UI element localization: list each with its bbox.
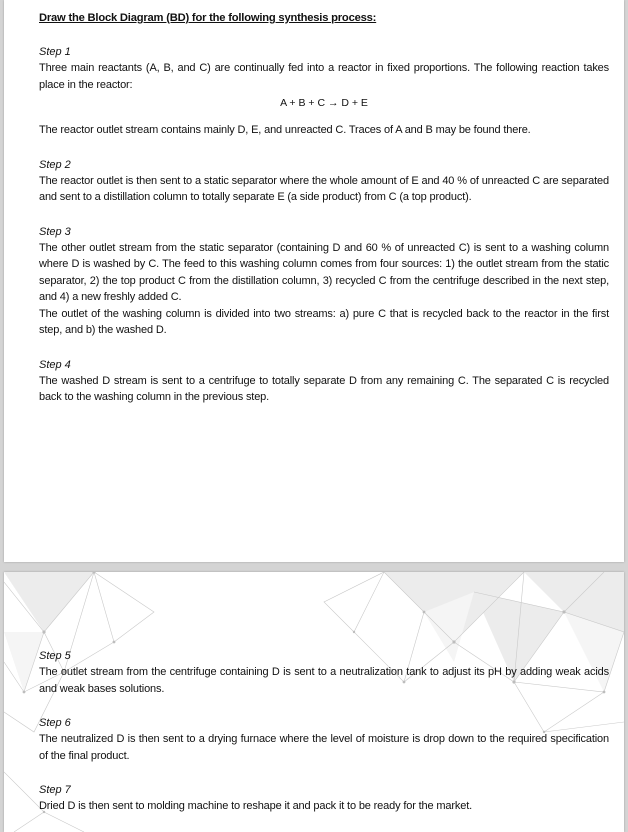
step-text: The reactor outlet is then sent to a static separator where the whole amount of E and 40 % of unreacted C are separated and sent to a distillation column to totally separate E (a side product) from C (a top product). — [39, 174, 609, 203]
step-label: Step 7 — [39, 784, 71, 796]
step-3 — [39, 225, 609, 339]
step-text: Three main reactants (A, B, and C) are continually fed into a reactor in fixed proportions. The following reaction takes place in the reactor: — [39, 62, 609, 91]
step-1 — [39, 45, 609, 139]
step-label: Step 1 — [39, 46, 71, 58]
step-text: The washed D stream is sent to a centrifuge to totally separate D from any remaining C. The separated C is recycled back to the washing column in the previous step. — [39, 374, 609, 403]
step-label: Step 2 — [39, 158, 71, 171]
step-6 — [39, 716, 609, 764]
step-text: The outlet of the washing column is divided into two streams: a) pure C that is recycled back to the reactor in the first step, and b) the washed D. — [39, 307, 609, 336]
step-text: The neutralized D is then sent to a drying furnace where the level of moisture is drop down to the required specification of the final product. — [39, 733, 609, 762]
page-content — [39, 649, 609, 832]
step-label: Step 6 — [39, 717, 71, 729]
step-label: Step 4 — [39, 358, 71, 371]
document-page-2 — [4, 572, 624, 832]
step-label: Step 5 — [39, 650, 71, 662]
step-text: The other outlet stream from the static separator (containing D and 60 % of unreacted C) is sent to a washing column where D is washed by C. The feed to this washing column comes from four sources: 1) the outlet stream from the static separator, 2) the top product C from the distillation column, 3) recycled C from the centrifuge described in the next step, and 4) a new freshly added C. — [39, 241, 609, 303]
step-4 — [39, 358, 609, 406]
step-text: The outlet stream from the centrifuge containing D is sent to a neutralization tank to adjust its pH by adding weak acids and weak bases solutions. — [39, 666, 609, 695]
step-text: The reactor outlet stream contains mainly D, E, and unreacted C. Traces of A and B may be found there. — [39, 124, 531, 136]
document-title: Draw the Block Diagram (BD) for the following synthesis process: — [39, 12, 377, 24]
document-page-1 — [4, 0, 624, 562]
step-5 — [39, 649, 609, 697]
step-label: Step 3 — [39, 225, 71, 238]
reaction-equation: A + B + C → D + E — [280, 97, 368, 109]
step-2 — [39, 158, 609, 206]
page-content — [39, 12, 609, 425]
step-text: Dried D is then sent to molding machine to reshape it and pack it to be ready for the market. — [39, 800, 473, 812]
step-7 — [39, 783, 609, 815]
